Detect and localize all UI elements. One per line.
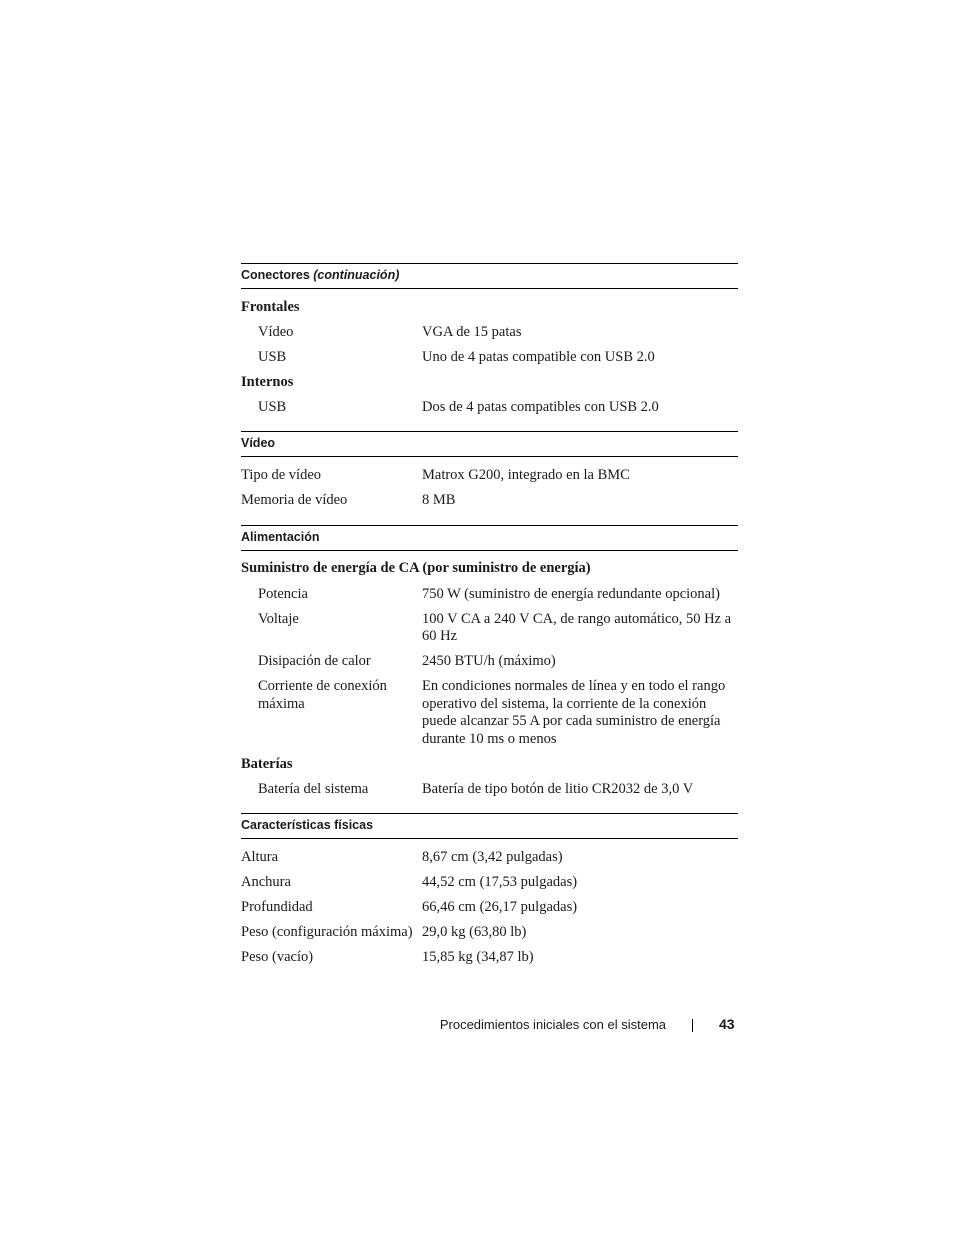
spec-value: Dos de 4 patas compatibles con USB 2.0 [422,399,659,416]
section-title: Conectores [241,268,310,282]
spec-label: Voltaje [258,610,299,627]
spec-value: 44,52 cm (17,53 pulgadas) [422,874,578,891]
section-header-conectores [241,263,738,289]
spec-row [241,921,738,946]
spec-label: Vídeo [258,323,294,340]
spec-value: Uno de 4 patas compatible con USB 2.0 [422,348,655,365]
spec-label: Altura [241,849,279,866]
spec-label: USB [258,399,287,416]
spec-label: Disipación de calor [258,653,371,670]
section-title: Vídeo [241,436,276,451]
spec-value: 8 MB [422,492,456,509]
spec-value: 15,85 kg (34,87 lb) [422,949,534,966]
section-header-video [241,431,738,457]
spec-value: Matrox G200, integrado en la BMC [422,467,630,484]
spec-value: En condiciones normales de línea y en todo el rango operativo del sistema, la corriente de la conexión puede alcanzar 55 A por cada suministro de energía durante 10 ms o menos [422,678,726,747]
spec-value: 750 W (suministro de energía redundante opcional) [422,585,720,602]
spec-page [241,263,738,971]
spec-label: Anchura [241,874,291,891]
subsection-frontales: Frontales [241,298,300,315]
spec-value: 100 V CA a 240 V CA, de rango automático, 50 Hz a 60 Hz [422,610,732,645]
spec-row [241,649,738,674]
subsection-suministro: Suministro de energía de CA (por suministro de energía) [241,560,591,577]
spec-row [241,896,738,921]
section-header-alimentacion [241,525,738,551]
spec-row [241,777,738,802]
spec-label: Potencia [258,585,308,602]
spec-value: VGA de 15 patas [422,323,522,340]
subsection-baterias: Baterías [241,755,293,772]
spec-label: Profundidad [241,899,313,916]
page-number: 43 [719,1016,735,1032]
spec-label: Corriente de conexión máxima [258,678,387,712]
spec-label: Memoria de vídeo [241,492,348,509]
spec-row [241,395,738,420]
spec-row [241,946,738,971]
spec-row [241,489,738,514]
spec-value: 8,67 cm (3,42 pulgadas) [422,849,563,866]
spec-row [241,870,738,895]
spec-value: Batería de tipo botón de litio CR2032 de 3,0 V [422,781,694,798]
subsection-internos: Internos [241,374,294,391]
spec-label: Peso (configuración máxima) [241,924,413,941]
section-title-suffix: (continuación) [313,268,400,282]
spec-row [241,345,738,370]
section-title: Alimentación [241,529,320,544]
spec-row [241,320,738,345]
spec-label: USB [258,348,287,365]
spec-row [241,582,738,607]
spec-row [241,607,738,650]
footer-text: Procedimientos iniciales con el sistema [439,1017,666,1032]
section-header-fisicas [241,813,738,839]
spec-value: 2450 BTU/h (máximo) [422,653,556,670]
spec-value: 66,46 cm (26,17 pulgadas) [422,899,578,916]
page-footer [0,1014,954,1036]
spec-label: Batería del sistema [258,781,369,798]
spec-row [241,845,738,870]
footer-separator [692,1019,693,1032]
section-title: Características físicas [241,818,374,833]
spec-row [241,463,738,488]
spec-label: Tipo de vídeo [241,467,322,484]
spec-label: Peso (vacío) [241,949,314,966]
spec-row [241,675,738,753]
spec-value: 29,0 kg (63,80 lb) [422,924,527,941]
